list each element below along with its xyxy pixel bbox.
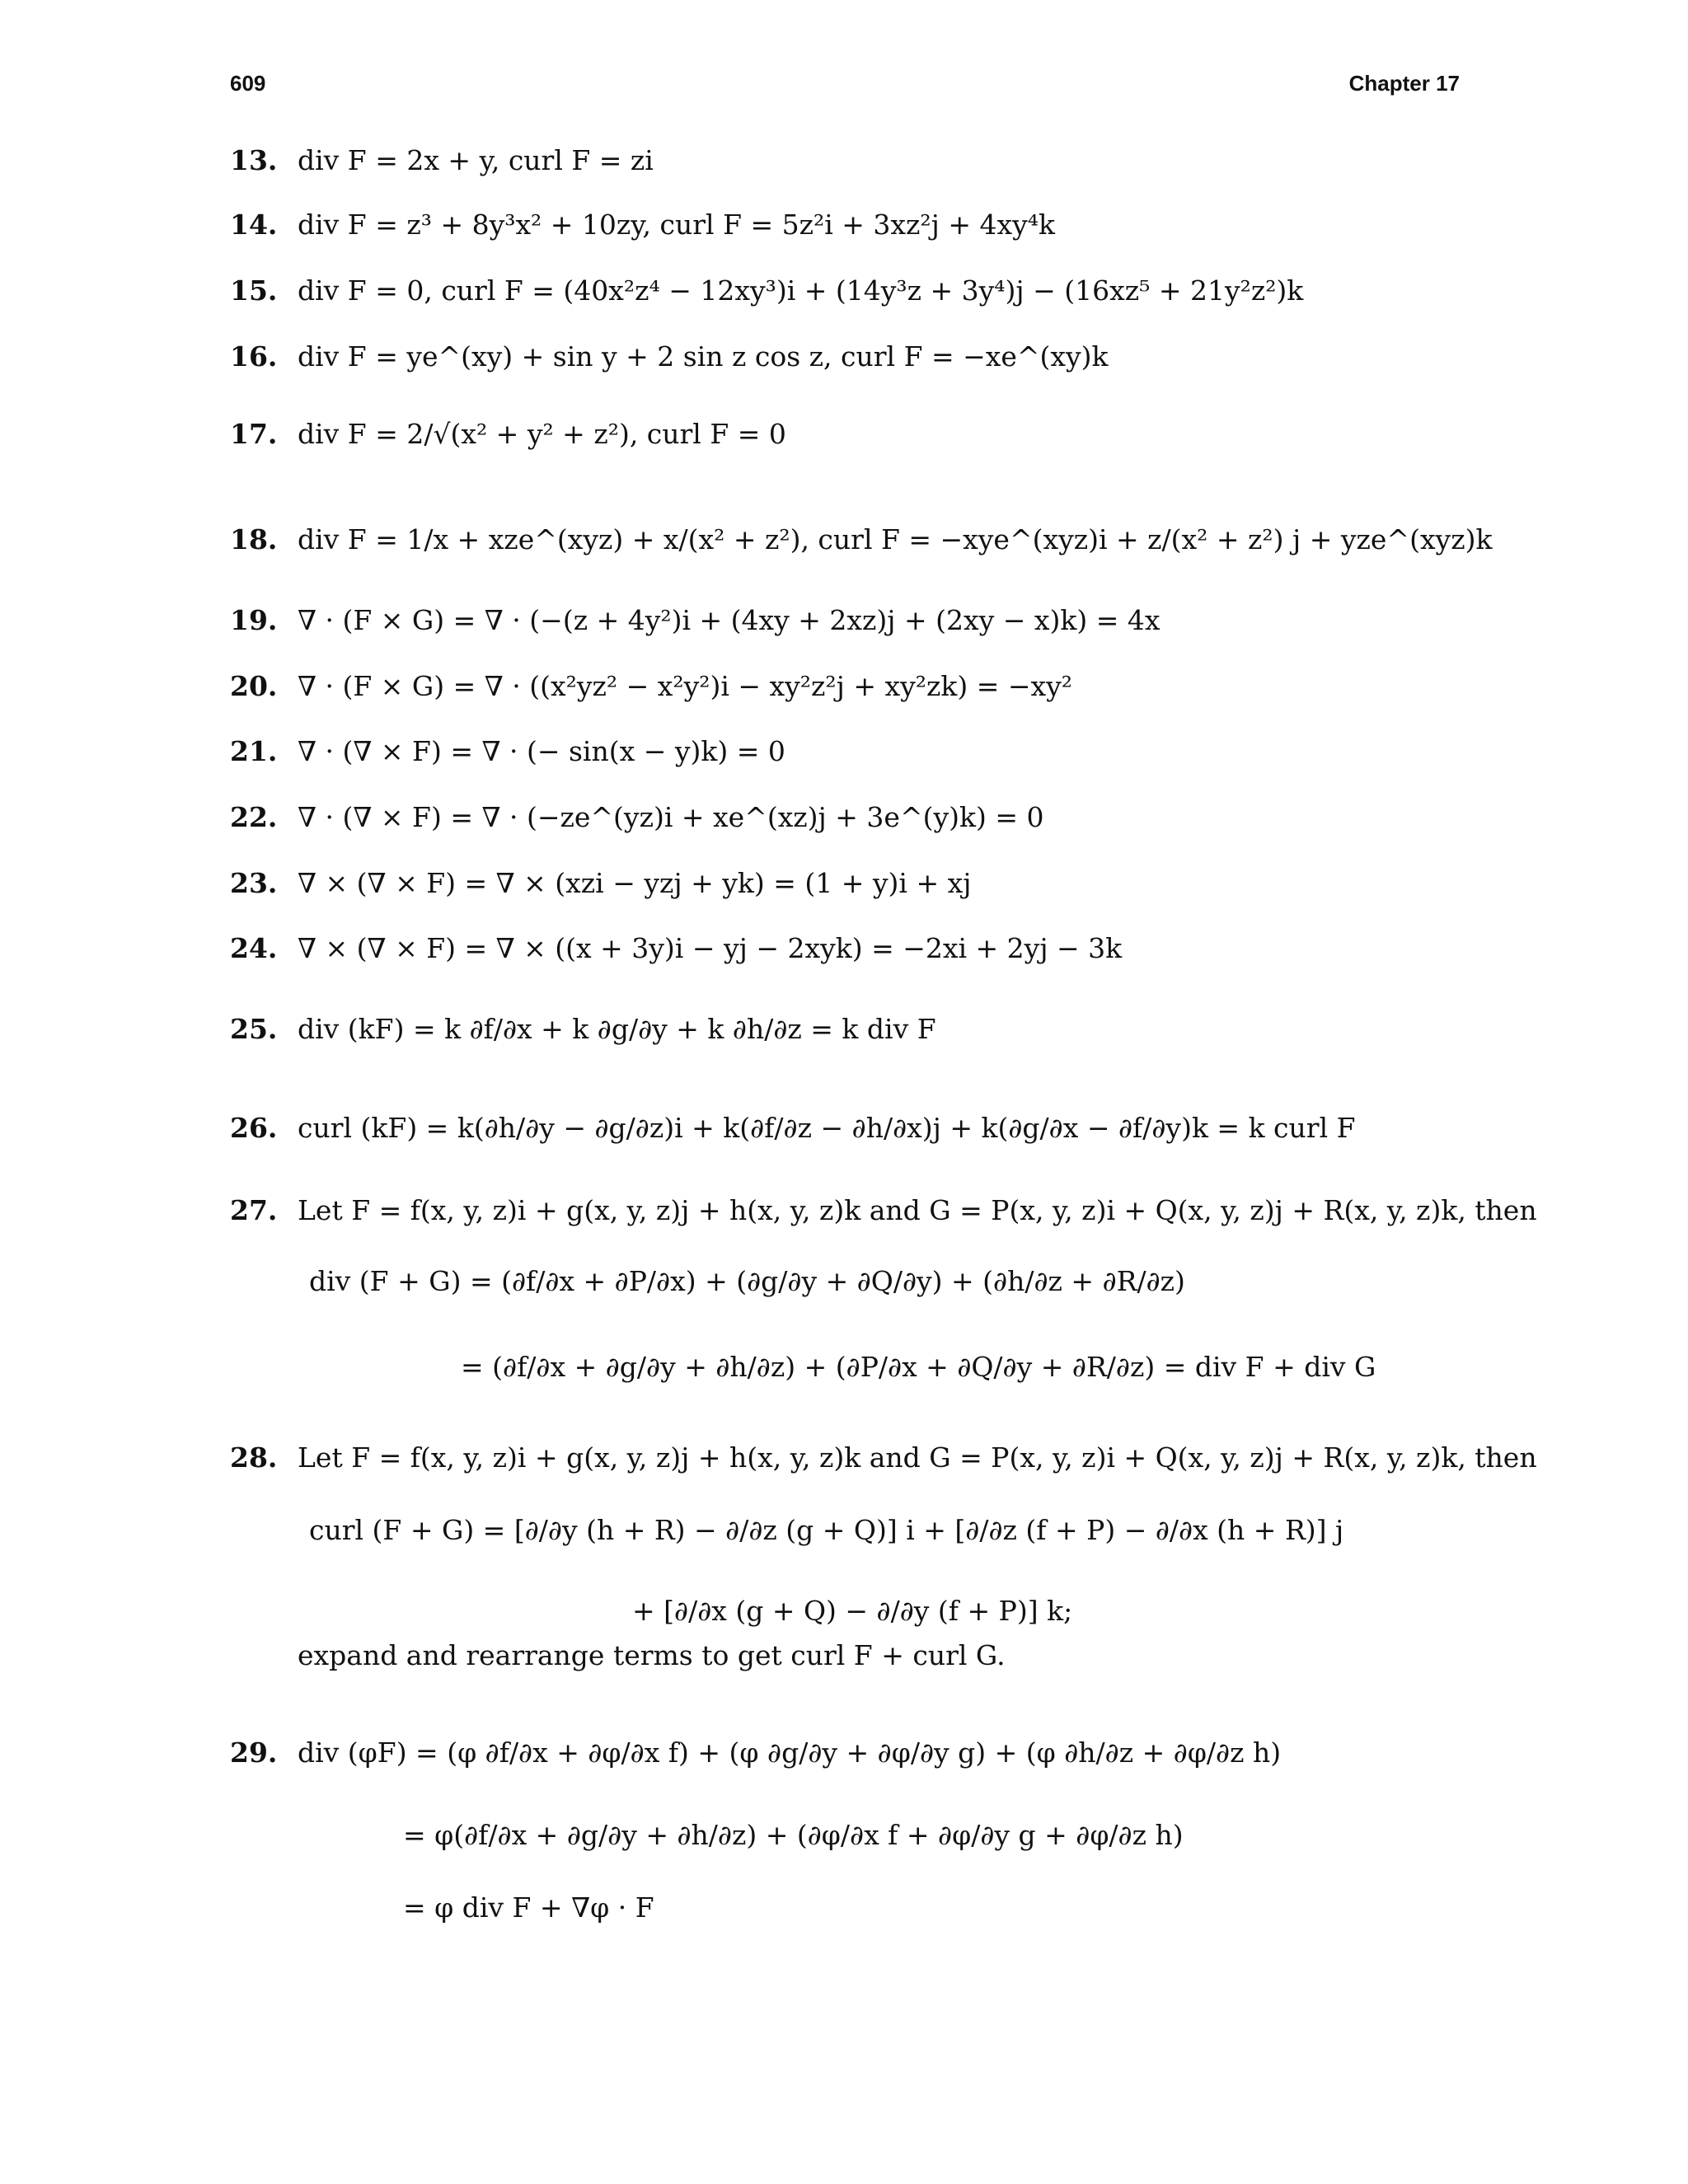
answer-26: 26. curl (kF) = k(∂h/∂y − ∂g/∂z)i + k(∂f/∂z − ∂h/∂x)j + k(∂g/∂x − ∂f/∂y)k = k curl F: [230, 1112, 1356, 1144]
answer-25: 25. div (kF) = k ∂f/∂x + k ∂g/∂y + k ∂h/∂z = k div F: [230, 1013, 936, 1045]
answer-28: 28. Let F = f(x, y, z)i + g(x, y, z)j + h(x, y, z)k and G = P(x, y, z)i + Q(x, y, z)j + R(x, y, z)k, then: [230, 1441, 1537, 1474]
answer-23: 23. ∇ × (∇ × F) = ∇ × (xzi − yzj + yk) = (1 + y)i + xj: [230, 867, 972, 899]
answer-15: 15. div F = 0, curl F = (40x²z⁴ − 12xy³)i + (14y³z + 3y⁴)j − (16xz⁵ + 21y²z²)k: [230, 274, 1304, 307]
page-number: 609: [230, 71, 266, 96]
answer-27: 27. Let F = f(x, y, z)i + g(x, y, z)j + h(x, y, z)k and G = P(x, y, z)i + Q(x, y, z)j + R(x, y, z)k, then: [230, 1194, 1537, 1226]
answer-21: 21. ∇ · (∇ × F) = ∇ · (− sin(x − y)k) = 0: [230, 735, 785, 767]
answer-19: 19. ∇ · (F × G) = ∇ · (−(z + 4y²)i + (4xy + 2xz)j + (2xy − x)k) = 4x: [230, 604, 1160, 636]
answer-20: 20. ∇ · (F × G) = ∇ · ((x²yz² − x²y²)i − xy²z²j + xy²zk) = −xy²: [230, 670, 1073, 702]
answer-29-line-3: = φ div F + ∇φ · F: [403, 1891, 654, 1924]
answer-27-line-2: = (∂f/∂x + ∂g/∂y + ∂h/∂z) + (∂P/∂x + ∂Q/∂y + ∂R/∂z) = div F + div G: [461, 1351, 1376, 1383]
chapter-label: Chapter 17: [1348, 71, 1460, 96]
answer-22: 22. ∇ · (∇ × F) = ∇ · (−ze^(yz)i + xe^(xz)j + 3e^(y)k) = 0: [230, 801, 1044, 833]
answer-14: 14. div F = z³ + 8y³x² + 10zy, curl F = 5z²i + 3xz²j + 4xy⁴k: [230, 209, 1055, 241]
answer-28-line-1: curl (F + G) = [∂/∂y (h + R) − ∂/∂z (g + Q)] i + [∂/∂z (f + P) − ∂/∂x (h + R)] j: [309, 1514, 1344, 1546]
answer-28-line-2: + [∂/∂x (g + Q) − ∂/∂y (f + P)] k;: [632, 1595, 1073, 1627]
answer-29: 29. div (φF) = (φ ∂f/∂x + ∂φ/∂x f) + (φ ∂g/∂y + ∂φ/∂y g) + (φ ∂h/∂z + ∂φ/∂z h): [230, 1736, 1282, 1769]
answer-28-line-3: expand and rearrange terms to get curl F + curl G.: [298, 1639, 1006, 1671]
answer-24: 24. ∇ × (∇ × F) = ∇ × ((x + 3y)i − yj − 2xyk) = −2xi + 2yj − 3k: [230, 932, 1123, 964]
answer-13: 13. div F = 2x + y, curl F = zi: [230, 144, 654, 176]
answer-29-line-2: = φ(∂f/∂x + ∂g/∂y + ∂h/∂z) + (∂φ/∂x f + ∂φ/∂y g + ∂φ/∂z h): [403, 1819, 1184, 1851]
answer-16: 16. div F = ye^(xy) + sin y + 2 sin z cos z, curl F = −xe^(xy)k: [230, 340, 1109, 373]
answer-27-line-1: div (F + G) = (∂f/∂x + ∂P/∂x) + (∂g/∂y + ∂Q/∂y) + (∂h/∂z + ∂R/∂z): [309, 1265, 1185, 1297]
answer-18: 18. div F = 1/x + xze^(xyz) + x/(x² + z²), curl F = −xye^(xyz)i + z/(x² + z²) j + yze^(xyz)k: [230, 523, 1493, 555]
answer-17: 17. div F = 2/√(x² + y² + z²), curl F = 0: [230, 418, 786, 450]
